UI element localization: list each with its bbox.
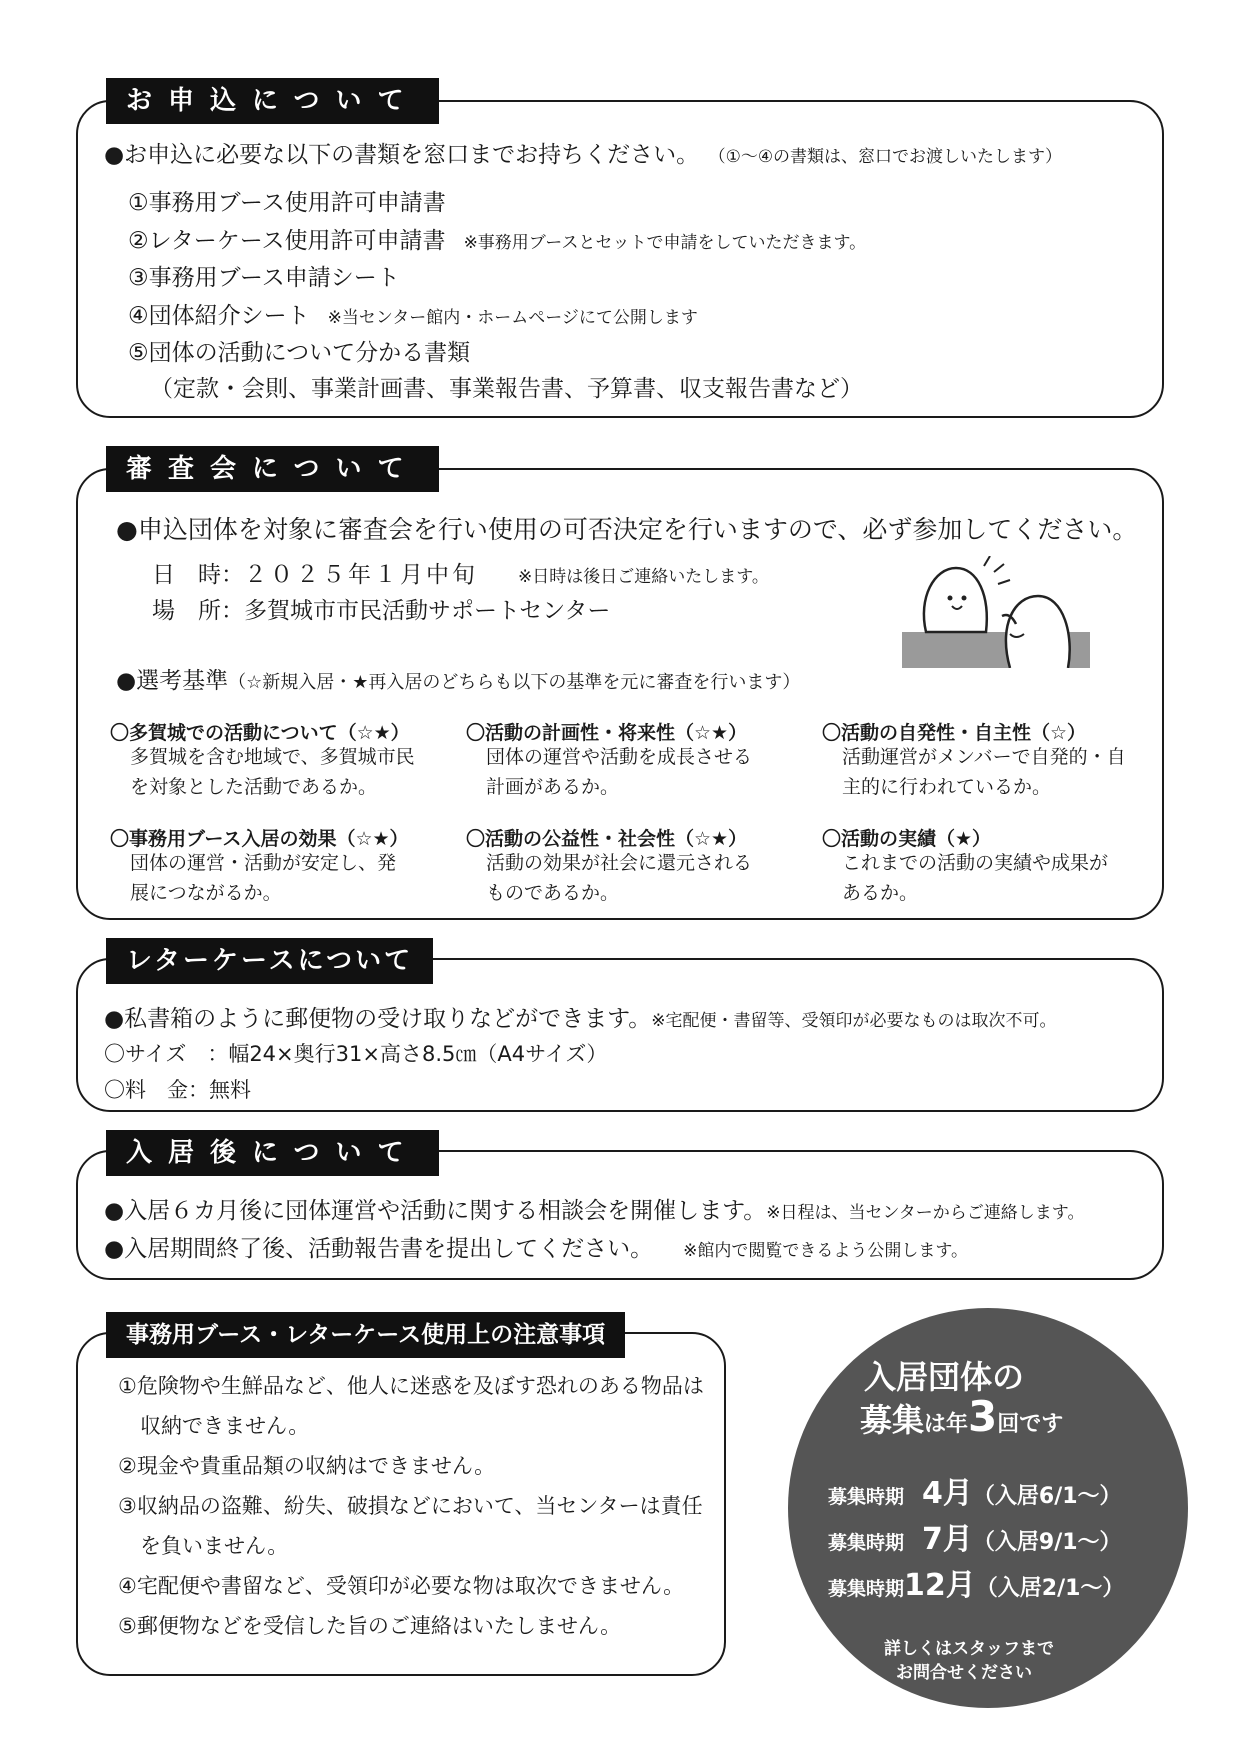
after-move-in-line-1: ●入居６カ月後に団体運営や活動に関する相談会を開催します。※日程は、当センターからご連絡します。	[104, 1198, 1085, 1224]
document-item-1: ①事務用ブース使用許可申請書	[128, 190, 446, 216]
sparkle-line	[984, 556, 990, 566]
criterion-title: 〇活動の実績（★）	[822, 828, 992, 850]
document-item-4: ④団体紹介シート ※当センター館内・ホームページにて公開します	[128, 303, 698, 329]
document-item-3: ③事務用ブース申請シート	[128, 265, 400, 291]
document-item-2: ②レターケース使用許可申請書 ※事務用ブースとセットで申請をしていただきます。	[128, 228, 867, 254]
recruit-footer-2: お問合せください	[896, 1663, 1032, 1683]
precaution-line: ⑤郵便物などを受信した旨のご連絡はいたしません。	[118, 1614, 622, 1638]
sparkle-line	[994, 564, 1004, 572]
application-header: お申込について	[106, 78, 439, 124]
criterion-title: 〇活動の公益性・社会性（☆★）	[466, 828, 748, 850]
precaution-line: ①危険物や生鮮品など、他人に迷惑を及ぼす恐れのある物品は	[118, 1374, 704, 1398]
precaution-line: 収納できません。	[140, 1414, 310, 1438]
criterion-desc: 団体の運営や活動を成長させる 計画があるか。	[486, 746, 753, 798]
letter-case-header: レターケースについて	[106, 938, 433, 984]
recruit-title-2: 募集は年3回です	[860, 1392, 1064, 1441]
screening-date: 日 時：２０２５年１月中旬 ※日時は後日ご連絡いたします。	[152, 562, 769, 588]
sparkle-line	[998, 580, 1010, 584]
letter-case-size: 〇サイズ ：幅24×奥行31×高さ8.5㎝（A4サイズ）	[104, 1042, 608, 1066]
recruit-title-1: 入居団体の	[864, 1358, 1025, 1396]
criteria-heading: ●選考基準（☆新規入居・★再入居のどちらも以下の基準を元に審査を行います）	[116, 668, 801, 694]
screening-header: 審査会について	[106, 446, 439, 492]
criterion-title: 〇多賀城での活動について（☆★）	[110, 722, 410, 744]
precaution-line: ④宅配便や書留など、受領印が必要な物は取次できません。	[118, 1574, 685, 1598]
document-item-5-sub: （定款・会則、事業計画書、事業報告書、予算書、収支報告書など）	[150, 376, 863, 402]
criterion-desc: これまでの活動の実績や成果が あるか。	[842, 852, 1109, 904]
screening-place: 場 所：多賀城市市民活動サポートセンター	[152, 598, 611, 624]
precautions-header: 事務用ブース・レターケース使用上の注意事項	[106, 1312, 625, 1358]
after-move-in-line-2: ●入居期間終了後、活動報告書を提出してください。 ※館内で閲覧できるよう公開します。	[104, 1236, 968, 1262]
recruit-period-1: 募集時期 4月（入居6/1～）	[828, 1476, 1122, 1511]
criterion-desc: 団体の運営・活動が安定し、発 展につながるか。	[130, 852, 397, 904]
document-item-5: ⑤団体の活動について分かる書類	[128, 340, 471, 366]
recruitment-circle	[788, 1308, 1188, 1708]
screening-date-value: ２０２５年１月中旬	[244, 562, 478, 588]
letter-case-lead: ●私書箱のように郵便物の受け取りなどができます。※宅配便・書留等、受領印が必要なものは取次不可。	[104, 1006, 1057, 1032]
letter-case-fee: 〇料 金：無料	[104, 1078, 251, 1102]
mascot-right	[1006, 596, 1070, 668]
screening-lead: ●申込団体を対象に審査会を行い使用の可否決定を行いますので、必ず参加してください。	[116, 515, 1138, 544]
criterion-title: 〇活動の自発性・自主性（☆）	[822, 722, 1087, 744]
criterion-desc: 活動の効果が社会に還元される ものであるか。	[486, 852, 753, 904]
application-lead: ●お申込に必要な以下の書類を窓口までお持ちください。 （①～④の書類は、窓口でお渡しいたします）	[104, 142, 1063, 168]
recruit-period-2: 募集時期 7月（入居9/1～）	[828, 1522, 1122, 1557]
precaution-line: ③収納品の盗難、紛失、破損などにおいて、当センターは責任	[118, 1494, 703, 1518]
precaution-line: を負いません。	[140, 1534, 289, 1558]
precaution-line: ②現金や貴重品類の収納はできません。	[118, 1454, 496, 1478]
criterion-title: 〇活動の計画性・将来性（☆★）	[466, 722, 748, 744]
criterion-desc: 多賀城を含む地域で、多賀城市民 を対象とした活動であるか。	[130, 746, 415, 798]
criterion-title: 〇事務用ブース入居の効果（☆★）	[110, 828, 409, 850]
criterion-desc: 活動運営がメンバーで自発的・自 主的に行われているか。	[842, 746, 1126, 798]
screening-date-note: ※日時は後日ご連絡いたします。	[518, 567, 769, 587]
screening-place-value: 多賀城市市民活動サポートセンター	[244, 598, 611, 624]
application-lead-note: （①～④の書類は、窓口でお渡しいたします）	[717, 147, 1063, 167]
after-move-in-header: 入居後について	[106, 1130, 439, 1176]
recruit-footer-1: 詳しくはスタッフまで	[884, 1639, 1054, 1659]
mascot-illustration	[898, 556, 1094, 668]
recruit-period-3: 募集時期12月（入居2/1～）	[828, 1568, 1125, 1603]
mascot-left	[924, 568, 987, 632]
criteria-note: （☆新規入居・★再入居のどちらも以下の基準を元に審査を行います）	[228, 672, 801, 693]
letter-case-lead-note: ※宅配便・書留等、受領印が必要なものは取次不可。	[651, 1011, 1057, 1031]
